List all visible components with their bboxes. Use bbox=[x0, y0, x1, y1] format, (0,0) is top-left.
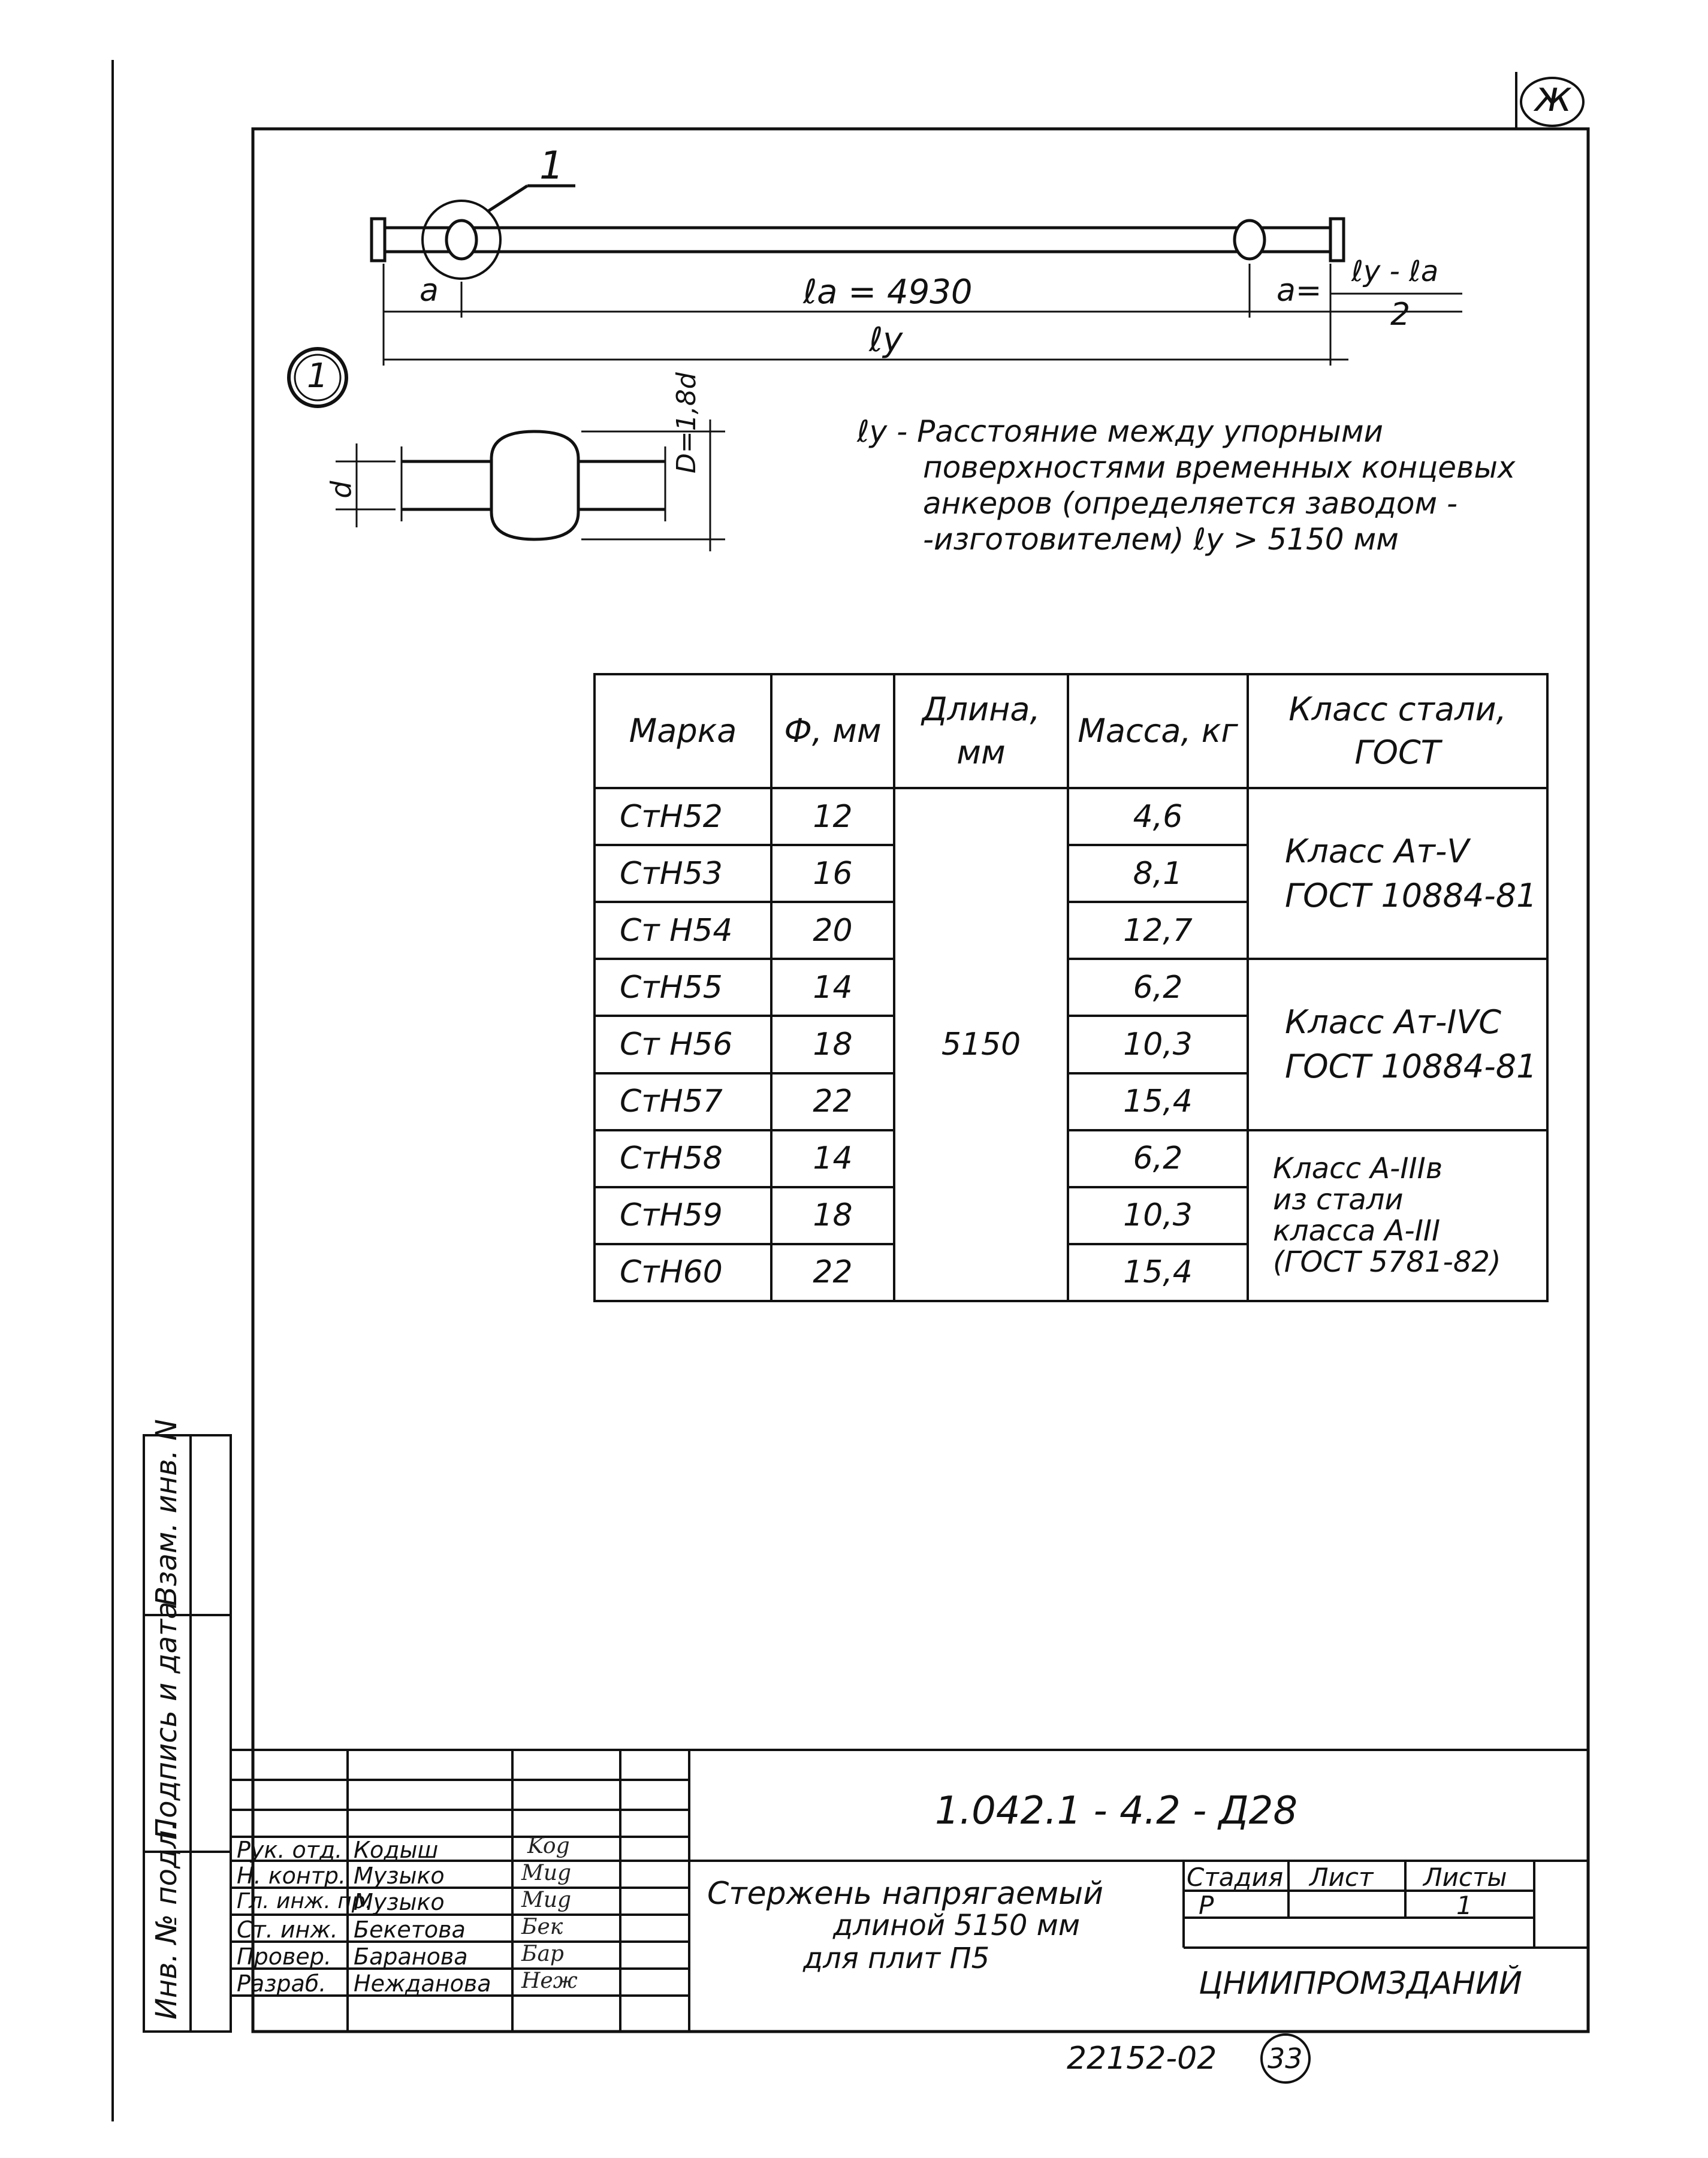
footer-circled-number: 33 bbox=[1268, 2042, 1303, 2075]
cell-steel-group-1 bbox=[1248, 788, 1547, 959]
role-label: Рук. отд. bbox=[237, 1837, 343, 1863]
cell-length: 5150 bbox=[894, 788, 1068, 1301]
table-row bbox=[595, 959, 1547, 1016]
cell-mass: 10,3 bbox=[1068, 1016, 1248, 1073]
cell-dia: 20 bbox=[771, 902, 894, 959]
role-name: Музыко bbox=[354, 1863, 445, 1889]
note-line-1: ℓy - Расстояние между упорными bbox=[857, 414, 1384, 449]
steel-1-line-2: ГОСТ 10884-81 bbox=[1285, 876, 1537, 914]
callout-1-label: 1 bbox=[539, 144, 564, 188]
detail-1-label: 1 bbox=[307, 357, 328, 396]
title-line-3: для плит П5 bbox=[803, 1942, 990, 1975]
cell-mark: Ст Н56 bbox=[595, 1016, 771, 1073]
cell-dia: 22 bbox=[771, 1244, 894, 1301]
footer-number: 22152-02 bbox=[1067, 2041, 1217, 2076]
cell-mark: СтН58 bbox=[595, 1130, 771, 1187]
cell-mark: СтН59 bbox=[595, 1187, 771, 1244]
stage-value: Р bbox=[1199, 1891, 1214, 1920]
role-name: Кодыш bbox=[354, 1837, 439, 1863]
steel-3-line-4: (ГОСТ 5781-82) bbox=[1273, 1245, 1501, 1279]
cell-mark: СтН55 bbox=[595, 959, 771, 1016]
cell-dia: 18 bbox=[771, 1016, 894, 1073]
signature: Бар bbox=[521, 1942, 564, 1966]
signature: Бек bbox=[521, 1915, 563, 1939]
cell-mass: 6,2 bbox=[1068, 959, 1248, 1016]
dim-a-right: a= bbox=[1277, 273, 1322, 309]
role-label: Ст. инж. bbox=[237, 1916, 338, 1943]
cell-dia: 14 bbox=[771, 1130, 894, 1187]
steel-2-line-2: ГОСТ 10884-81 bbox=[1285, 1048, 1537, 1086]
cell-mass: 4,6 bbox=[1068, 788, 1248, 845]
cell-mark: СтН57 bbox=[595, 1073, 771, 1130]
sheets-header: Листы bbox=[1423, 1863, 1507, 1892]
signature: Mug bbox=[521, 1861, 572, 1885]
cell-mass: 6,2 bbox=[1068, 1130, 1248, 1187]
role-label: Провер. bbox=[237, 1943, 331, 1970]
role-label: Разраб. bbox=[237, 1970, 327, 1997]
detail-drawing bbox=[289, 349, 725, 551]
sheet-header: Лист bbox=[1309, 1863, 1374, 1892]
cell-mass: 15,4 bbox=[1068, 1244, 1248, 1301]
spec-table bbox=[593, 673, 1549, 1302]
cell-mark: СтН52 bbox=[595, 788, 771, 845]
note-line-3: анкеров (определяется заводом - bbox=[923, 486, 1458, 521]
role-label: Н. контр. bbox=[237, 1863, 346, 1889]
header-mark: Марка bbox=[595, 674, 771, 788]
stage-header: Стадия bbox=[1187, 1863, 1284, 1892]
cell-steel-group-2 bbox=[1248, 959, 1547, 1130]
role-label: Гл. инж. пр. bbox=[237, 1889, 373, 1913]
cell-mass: 15,4 bbox=[1068, 1073, 1248, 1130]
cell-mark: СтН60 bbox=[595, 1244, 771, 1301]
signature: Kog bbox=[527, 1834, 570, 1858]
signature: Mug bbox=[521, 1888, 572, 1912]
header-dia: Ф, мм bbox=[771, 674, 894, 788]
cell-dia: 14 bbox=[771, 959, 894, 1016]
steel-1-line-1: Класс Ат-V bbox=[1285, 832, 1469, 870]
dim-d: d bbox=[325, 481, 358, 499]
note-text bbox=[857, 414, 1546, 557]
header-length: Длина, мм bbox=[894, 674, 1068, 788]
title-line-1: Стержень напрягаемый bbox=[707, 1876, 1104, 1912]
dim-la: ℓa = 4930 bbox=[803, 273, 973, 312]
org-name: ЦНИИПРОМЗДАНИЙ bbox=[1199, 1966, 1522, 2002]
side-vzam: Взам. инв. N bbox=[150, 1419, 183, 1606]
cell-dia: 22 bbox=[771, 1073, 894, 1130]
note-line-2: поверхностями временных концевых bbox=[923, 450, 1516, 485]
note-line-4: -изготовителем) ℓy > 5150 мм bbox=[923, 522, 1399, 557]
steel-3-line-3: класса А-III bbox=[1273, 1214, 1441, 1248]
cell-dia: 16 bbox=[771, 845, 894, 902]
table-row bbox=[595, 788, 1547, 845]
cell-dia: 12 bbox=[771, 788, 894, 845]
cell-steel-group-3 bbox=[1248, 1130, 1547, 1301]
signature: Неж bbox=[521, 1969, 578, 1993]
steel-3-line-1: Класс А-IIIв bbox=[1273, 1152, 1443, 1186]
title-line-2: длиной 5150 мм bbox=[833, 1909, 1081, 1942]
dim-D: D=1,8d bbox=[671, 372, 702, 473]
steel-2-line-1: Класс Ат-IVC bbox=[1285, 1003, 1501, 1042]
table-header-row bbox=[595, 674, 1547, 788]
role-name: Баранова bbox=[354, 1943, 468, 1970]
sheets-value: 1 bbox=[1456, 1891, 1472, 1920]
side-podpis: Подпись и дата bbox=[150, 1601, 183, 1840]
dim-fraction-denominator: 2 bbox=[1390, 297, 1411, 333]
header-mass: Масса, кг bbox=[1068, 674, 1248, 788]
cell-mark: Ст Н54 bbox=[595, 902, 771, 959]
table-row bbox=[595, 1130, 1547, 1187]
dim-fraction-numerator: ℓy - ℓa bbox=[1351, 255, 1439, 288]
side-inv-podl: Инв. № подл. bbox=[150, 1821, 183, 2020]
doc-code: 1.042.1 - 4.2 - Д28 bbox=[935, 1789, 1298, 1833]
header-steel: Класс стали, ГОСТ bbox=[1248, 674, 1547, 788]
cell-dia: 18 bbox=[771, 1187, 894, 1244]
cell-mass: 12,7 bbox=[1068, 902, 1248, 959]
cell-mass: 8,1 bbox=[1068, 845, 1248, 902]
steel-3-line-2: из стали bbox=[1273, 1183, 1404, 1217]
corner-mark: ж bbox=[1534, 72, 1573, 121]
role-name: Музыко bbox=[354, 1889, 445, 1915]
dim-ly: ℓy bbox=[869, 321, 903, 360]
role-name: Бекетова bbox=[354, 1916, 466, 1943]
cell-mass: 10,3 bbox=[1068, 1187, 1248, 1244]
cell-mark: СтН53 bbox=[595, 845, 771, 902]
role-name: Неждановa bbox=[354, 1970, 491, 1997]
rebar-drawing bbox=[372, 186, 1344, 279]
dim-a-left: a bbox=[420, 273, 439, 309]
